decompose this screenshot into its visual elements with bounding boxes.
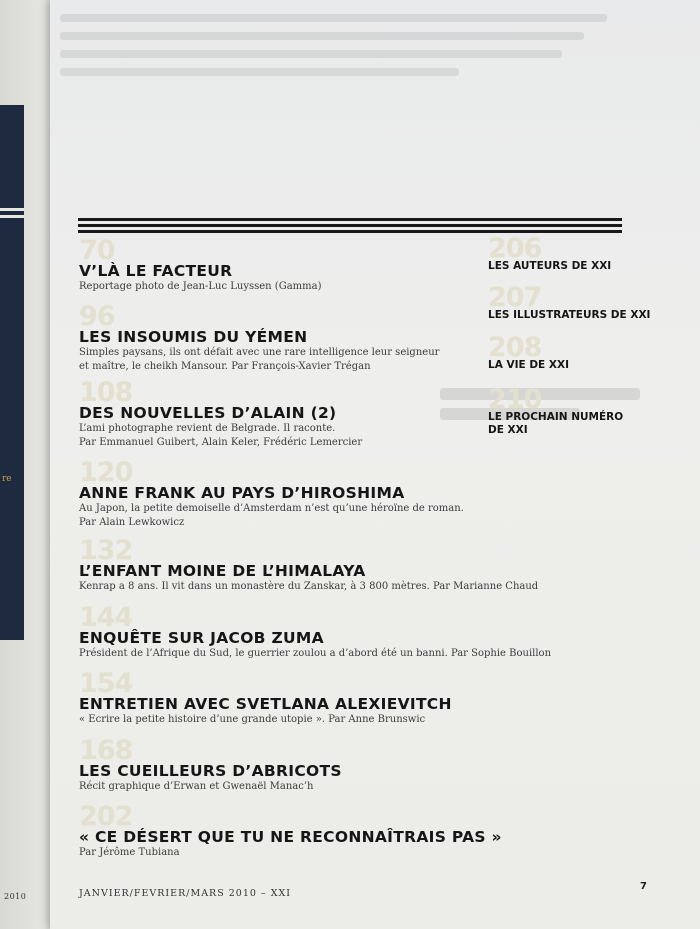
left-page-rule (0, 215, 24, 218)
toc-page-number: 108 (79, 377, 133, 408)
toc-page-number: 120 (79, 457, 133, 488)
side-title: LES ILLUSTRATEURS DE XXI (488, 309, 651, 321)
left-page-year: 2010 (4, 892, 27, 901)
toc-description: Par Emmanuel Guibert, Alain Keler, Frédéric Lemercier (79, 437, 363, 448)
toc-entry (79, 535, 539, 594)
toc-title: L’ENFANT MOINE DE L’HIMALAYA (79, 562, 366, 580)
toc-title: LES CUEILLEURS D’ABRICOTS (79, 762, 342, 780)
issue-footer: JANVIER/FEVRIER/MARS 2010 – XXI (79, 888, 291, 899)
toc-title: V’LÀ LE FACTEUR (79, 262, 233, 280)
toc-page-number: 154 (79, 668, 133, 699)
left-page-snippet: re (2, 474, 12, 484)
toc-entry (79, 235, 322, 294)
page-number: 7 (640, 881, 647, 892)
toc-title: ENQUÊTE SUR JACOB ZUMA (79, 629, 324, 647)
left-page-rule (0, 208, 24, 211)
toc-page-number: 70 (79, 235, 115, 266)
toc-description: Président de l’Afrique du Sud, le guerrier zoulou a d’abord été un banni. Par Sophie Bouillon (79, 648, 552, 659)
toc-entry (79, 801, 502, 860)
toc-description: Récit graphique d’Erwan et Gwenaël Manac’h (79, 781, 314, 792)
side-page-number: 208 (488, 332, 542, 363)
toc-description: Reportage photo de Jean-Luc Luyssen (Gamma) (79, 281, 322, 292)
show-through-texture (60, 0, 630, 210)
toc-title: ANNE FRANK AU PAYS D’HIROSHIMA (79, 484, 405, 502)
toc-entry (79, 602, 552, 661)
side-title: LA VIE DE XXI (488, 359, 569, 371)
side-entry (488, 332, 569, 372)
side-entry (488, 384, 624, 437)
toc-page-number: 144 (79, 602, 133, 633)
side-title: LE PROCHAIN NUMÉRO (488, 411, 624, 423)
toc-description: Par Jérôme Tubiana (79, 847, 180, 858)
toc-description: Simples paysans, ils ont défait avec une rare intelligence leur seigneur (79, 347, 440, 358)
side-entry (488, 282, 651, 322)
toc-description: « Ecrire la petite histoire d’une grande utopie ». Par Anne Brunswic (79, 714, 426, 725)
toc-page-number: 96 (79, 301, 115, 332)
toc-entry (79, 301, 440, 374)
toc-title: DES NOUVELLES D’ALAIN (2) (79, 404, 337, 422)
side-title: LES AUTEURS DE XXI (488, 260, 612, 272)
side-page-number: 206 (488, 233, 542, 264)
toc-description: L’ami photographe revient de Belgrade. Il raconte. (79, 423, 336, 434)
toc-page-number: 132 (79, 535, 133, 566)
toc-page-number: 168 (79, 735, 133, 766)
toc-title: ENTRETIEN AVEC SVETLANA ALEXIEVITCH (79, 695, 452, 713)
toc-entry (79, 377, 363, 450)
left-page-navy-block (0, 105, 24, 640)
toc-page-number: 202 (79, 801, 133, 832)
toc-description: Par Alain Lewkowicz (79, 517, 185, 528)
toc-entry (79, 735, 342, 794)
side-page-number: 207 (488, 282, 542, 313)
toc-description: Au Japon, la petite demoiselle d’Amsterdam n’est qu’une héroïne de roman. (79, 503, 464, 514)
side-entry (488, 233, 612, 273)
toc-description: Kenrap a 8 ans. Il vit dans un monastère du Zanskar, à 3 800 mètres. Par Marianne Chaud (79, 581, 539, 592)
side-page-number: 210 (488, 384, 542, 415)
toc-entry (79, 668, 452, 727)
toc-title: « CE DÉSERT QUE TU NE RECONNAÎTRAIS PAS » (79, 828, 502, 846)
toc-title: LES INSOUMIS DU YÉMEN (79, 328, 308, 346)
toc-description: et maître, le cheikh Mansour. Par François-Xavier Trégan (79, 361, 371, 372)
side-title: DE XXI (488, 424, 528, 436)
toc-entry (79, 457, 464, 530)
